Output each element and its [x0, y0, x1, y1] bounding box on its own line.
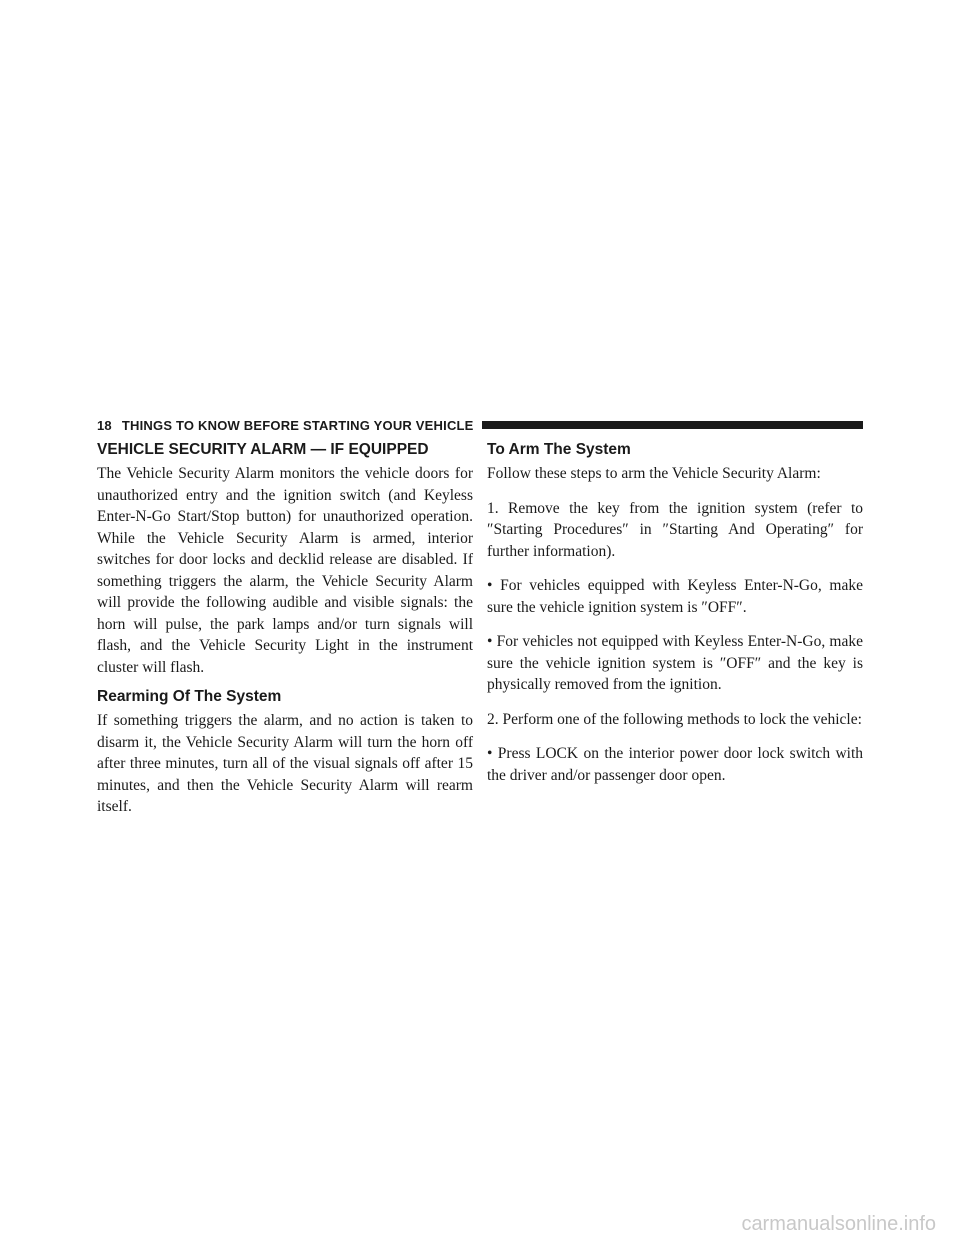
- section-heading: VEHICLE SECURITY ALARM — IF EQUIPPED: [97, 441, 429, 458]
- bullet-no-keyless-paragraph: • For vehicles not equipped with Keyless Enter-N-Go, make sure the vehicle ignition system is ″OFF″ and the key is physically removed from the ignition.: [487, 633, 863, 693]
- arm-intro-paragraph: Follow these steps to arm the Vehicle Security Alarm:: [487, 465, 821, 482]
- right-column: [487, 440, 863, 799]
- page-header: [97, 417, 863, 433]
- watermark: carmanualsonline.info: [741, 1213, 936, 1235]
- page-number: 18: [97, 417, 112, 433]
- header-rule: [482, 421, 863, 429]
- bullet-lock-paragraph: • Press LOCK on the interior power door lock switch with the driver and/or passenger door open.: [487, 745, 863, 784]
- step-2-paragraph: 2. Perform one of the following methods to lock the vehicle:: [487, 710, 862, 728]
- rearming-subheading: Rearming Of The System: [97, 688, 282, 705]
- rearming-paragraph: If something triggers the alarm, and no action is taken to disarm it, the Vehicle Security Alarm will turn the horn off after three minutes, turn all of the visual signals off after 15 minutes, and then the Vehicle Security Alarm will rearm itself.: [97, 712, 473, 815]
- intro-paragraph: The Vehicle Security Alarm monitors the vehicle doors for unauthorized entry and the ignition switch (and Keyless Enter-N-Go Start/Stop button) for unauthorized operation. While the Vehicle Security Alarm is armed, interior switches for door locks and decklid release are disabled. If something triggers the alarm, the Vehicle Security Alarm will provide the following audible and visible signals: the horn will pulse, the park lamps and/or turn signals will flash, and the Vehicle Security Light in the instrument cluster will flash.: [97, 465, 473, 676]
- left-column: [97, 440, 473, 818]
- chapter-title: THINGS TO KNOW BEFORE STARTING YOUR VEHICLE: [121, 417, 474, 433]
- step-1-paragraph: 1. Remove the key from the ignition system (refer to ″Starting Procedures″ in ″Starting And Operating″ for further information).: [487, 499, 863, 560]
- bullet-keyless-paragraph: • For vehicles equipped with Keyless Enter-N-Go, make sure the vehicle ignition system is ″OFF″.: [487, 577, 863, 616]
- arm-subheading: To Arm The System: [487, 441, 631, 458]
